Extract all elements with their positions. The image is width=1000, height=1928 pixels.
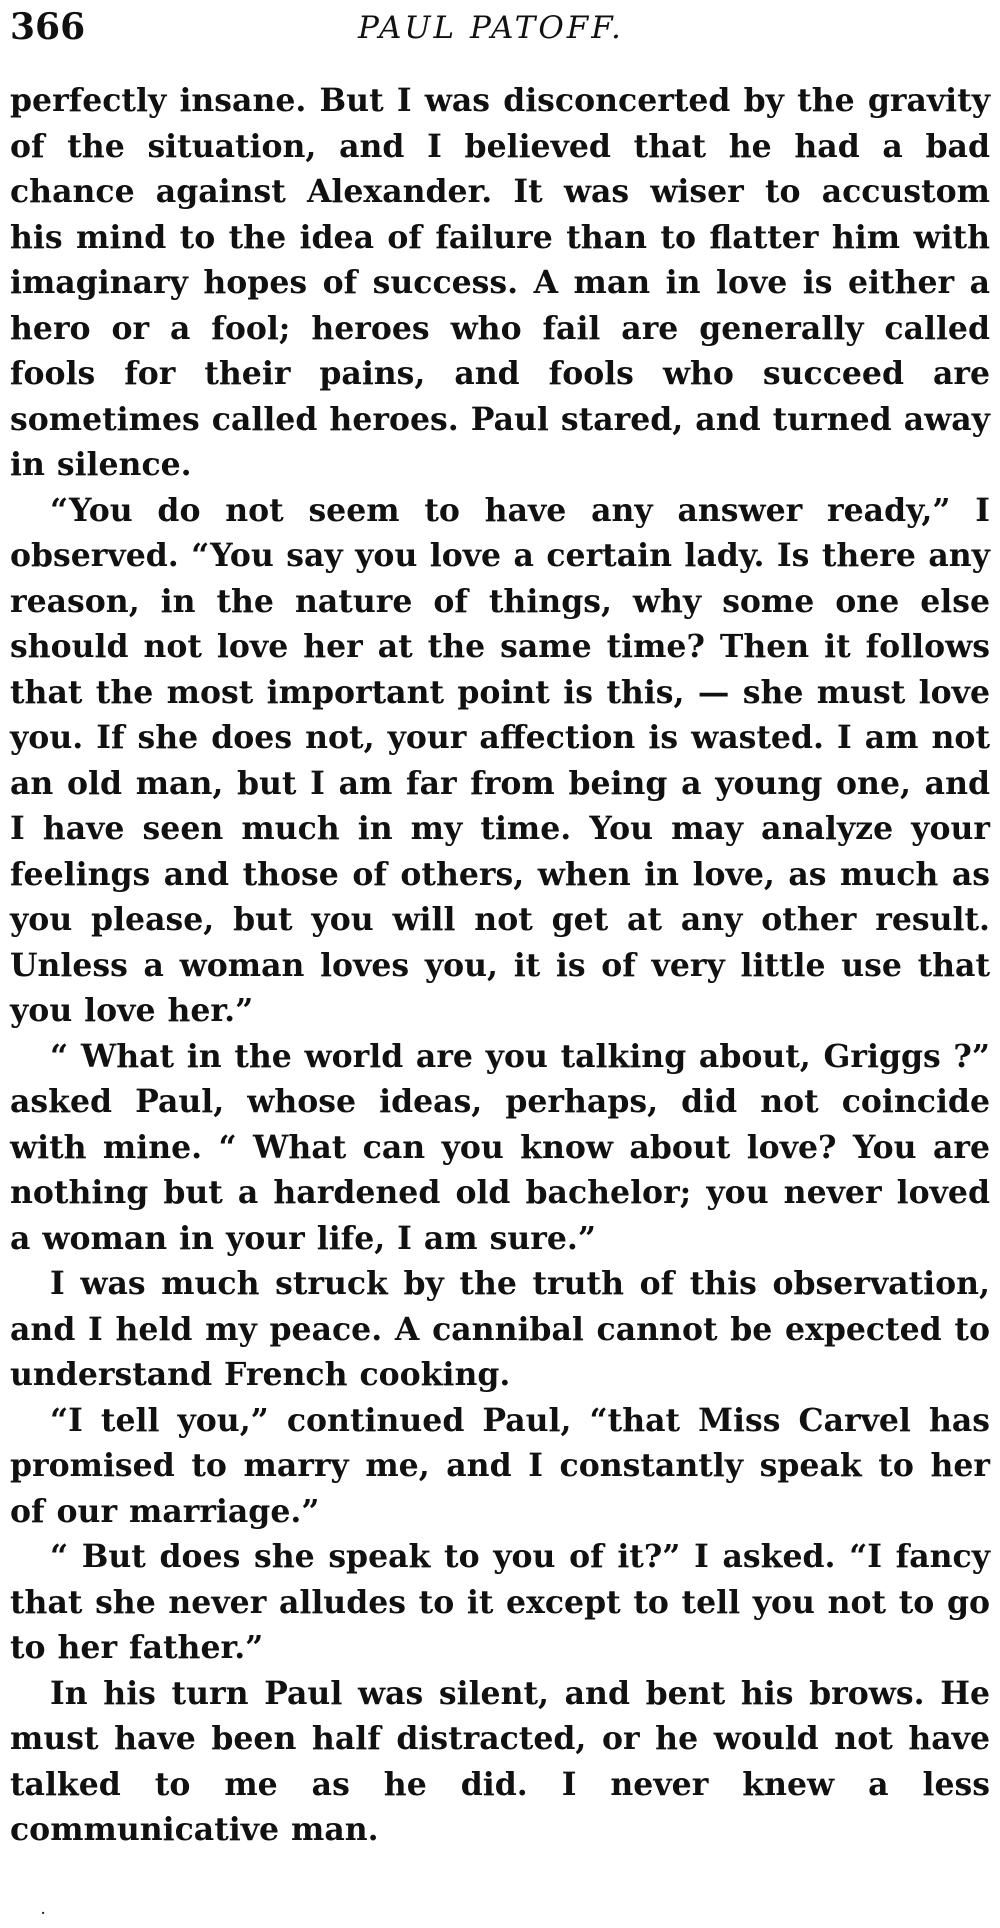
paragraph: perfectly insane. But I was disconcerted by the gravity of the situation, and I believed that he had a bad chance against Alexander. It was wiser to accustom his mind to the idea of failure than to flatter him with imaginary hopes of success. A man in love is either a hero or a fool; heroes who fail are generally called fools for their pains, and fools who succeed are sometimes called heroes. Paul stared, and turned away in silence. <box>10 82 990 483</box>
paragraph: I was much struck by the truth of this observation, and I held my peace. A cannibal cannot be expected to understand French cooking. <box>10 1265 990 1393</box>
page-header <box>8 2 992 58</box>
paragraph: “ But does she speak to you of it?” I asked. “I fancy that she never alludes to it except to tell you not to go to her father.” <box>10 1538 990 1666</box>
paragraph: “I tell you,” continued Paul, “that Miss Carvel has promised to marry me, and I constantly speak to her of our marriage.” <box>10 1401 990 1530</box>
running-title: PAUL PATOFF. <box>358 10 624 46</box>
paragraph: “You do not seem to have any answer ready,” I observed. “You say you love a certain lady. Is there any reason, in the nature of things, why some one else should not love her at the same time? Then it follows that the most important point is this, — she must love you. If she does not, your affection is wasted. I am not an old man, but I am far from being a young one, and I have seen much in my time. You may analyze your feelings and those of others, when in love, as much as you please, but you will not get at any other result. Unless a woman loves you, it is of very little use that you love her.” <box>10 491 990 1029</box>
paragraph: “ What in the world are you talking about, Griggs ?” asked Paul, whose ideas, perhaps, did not coincide with mine. “ What can you know about love? You are nothing but a hardened old bachelor; you never loved a woman in your life, I am sure.” <box>10 1037 990 1257</box>
paragraph: In his turn Paul was silent, and bent his brows. He must have been half distracted, or he would not have talked to me as he did. I never knew a less communicative man. <box>10 1674 990 1848</box>
footer-mark: . <box>41 1903 46 1917</box>
page-number: 366 <box>10 6 86 48</box>
body-text <box>10 78 990 1853</box>
